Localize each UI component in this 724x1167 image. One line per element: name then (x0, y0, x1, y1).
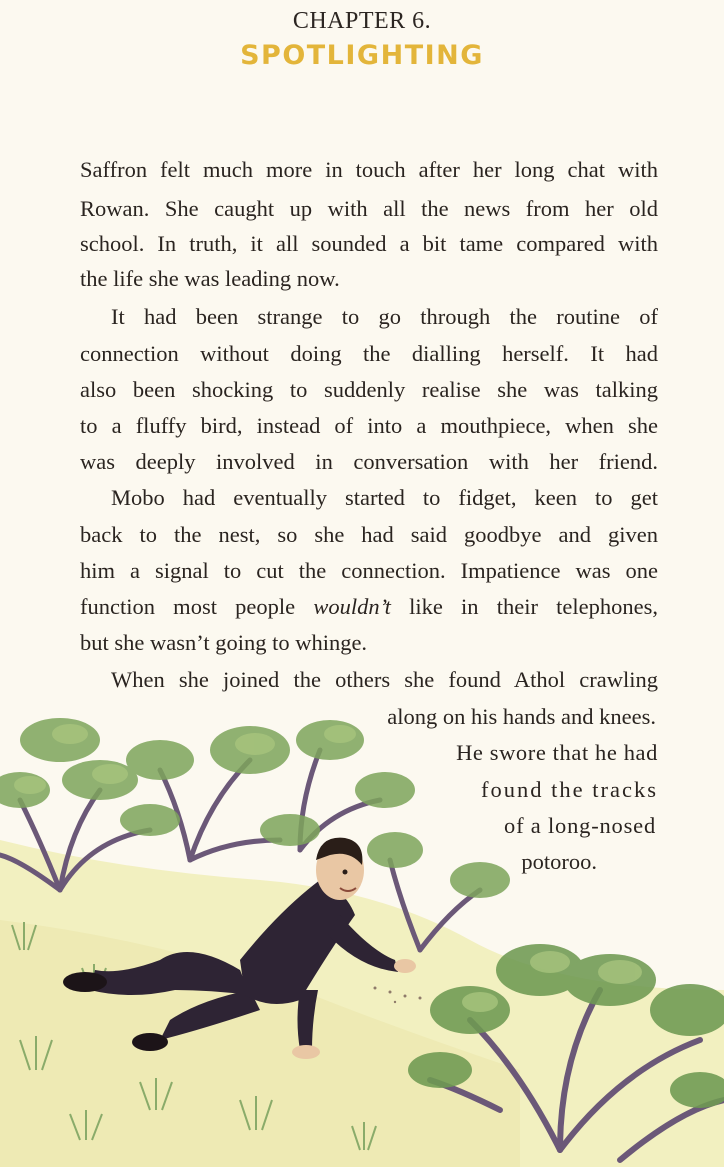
text-line: of a long-nosed (504, 813, 656, 838)
text-line: the life she was leading now. (80, 266, 340, 291)
emphasized-word: wouldn’t (313, 594, 391, 619)
chapter-number: CHAPTER 6. (292, 8, 432, 34)
text-line: was deeply involved in conversation with her friend. (80, 449, 658, 474)
text-line: It had been strange to go through the routine of (111, 304, 658, 329)
text-line: but she wasn’t going to whinge. (80, 630, 368, 655)
text-line: school. In truth, it all sounded a bit tame compared with (80, 231, 658, 256)
bush-and-crawling-man-illustration (0, 690, 724, 1167)
text-line: Saffron felt much more in touch after her long chat with (80, 157, 658, 182)
text-line: Rowan. She caught up with all the news from her old (80, 196, 658, 221)
chapter-title: SPOTLIGHTING (240, 40, 484, 71)
text-line: him a signal to cut the connection. Impatience was one (80, 558, 658, 583)
text-line: When she joined the others she found Athol crawling (111, 667, 658, 692)
text-line: to a fluffy bird, instead of into a mouthpiece, when she (80, 413, 658, 438)
text-segment: like in their telephones, (390, 594, 658, 619)
text-line: along on his hands and knees. (387, 704, 656, 729)
text-segment: function most people (80, 594, 314, 619)
text-line: Mobo had eventually started to fidget, keen to get (111, 485, 658, 510)
text-line (80, 596, 658, 619)
text-line: connection without doing the dialling herself. It had (80, 341, 658, 366)
text-line: He swore that he had (456, 740, 658, 765)
text-line: back to the nest, so she had said goodbye and given (80, 522, 658, 547)
text-line: also been shocking to suddenly realise she was talking (80, 377, 658, 402)
text-line: found the tracks (481, 777, 658, 802)
text-line: potoroo. (521, 849, 597, 874)
